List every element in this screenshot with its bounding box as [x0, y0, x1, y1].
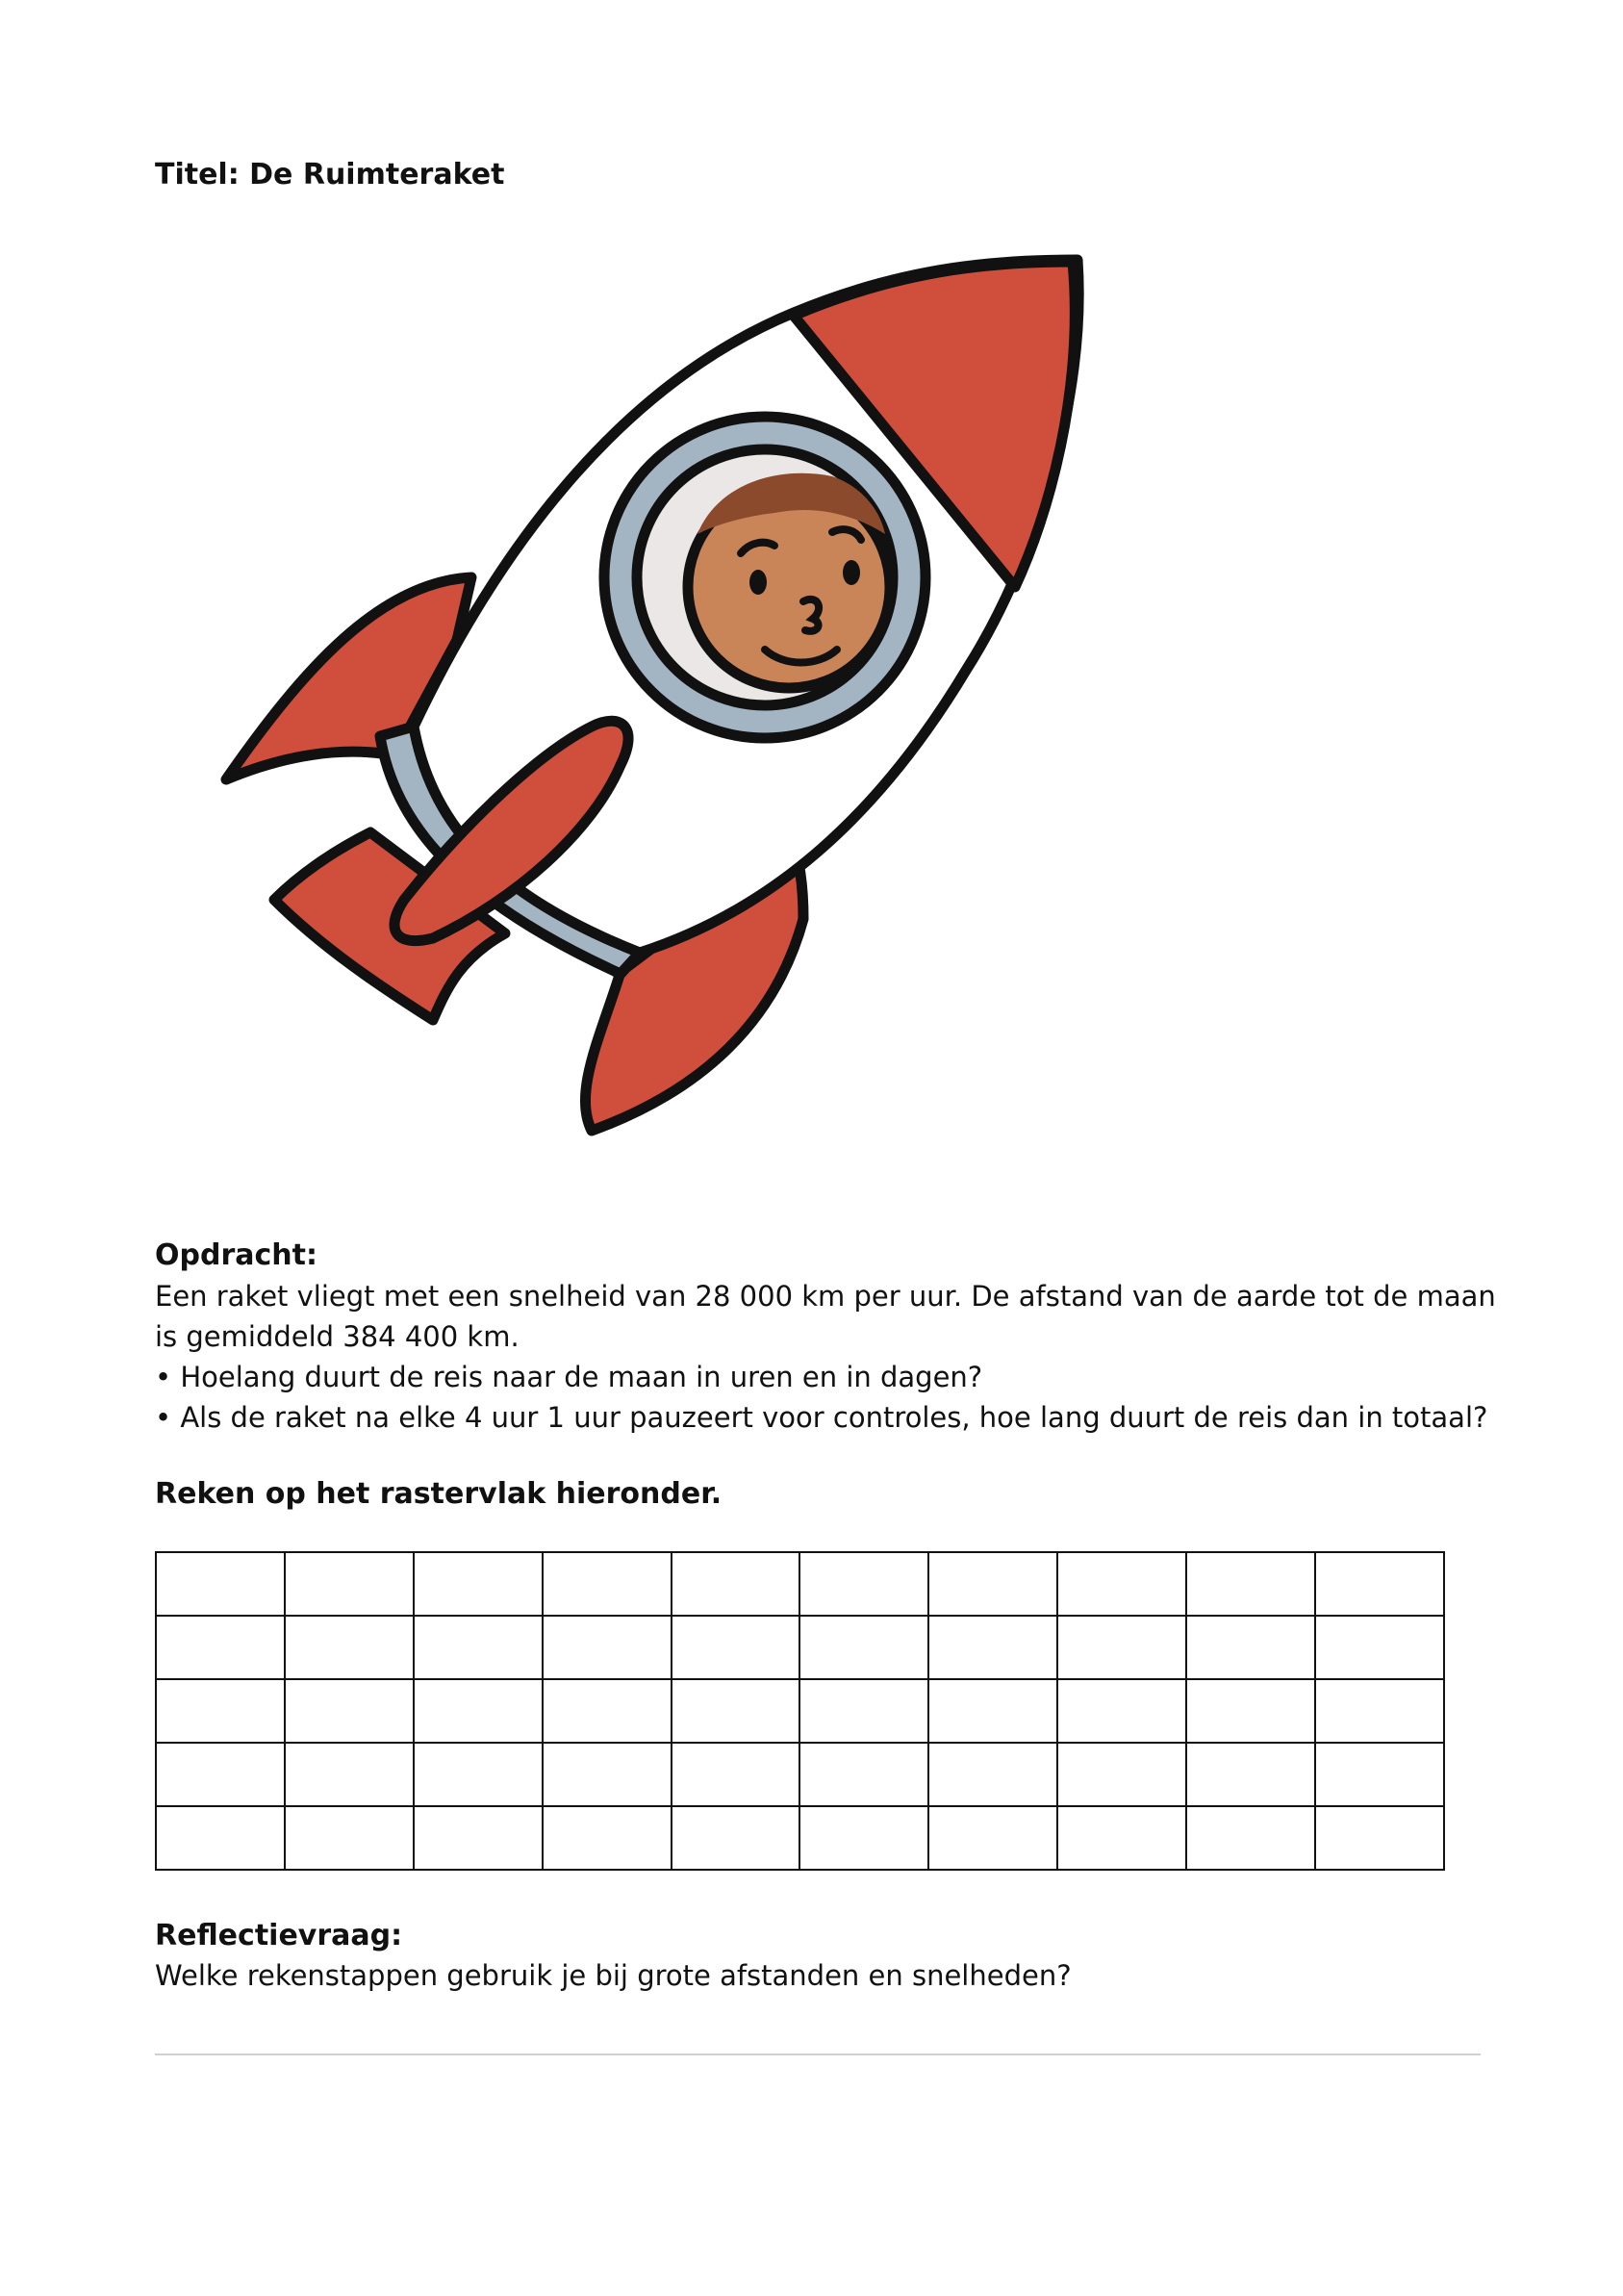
right-eye — [843, 560, 860, 585]
grid-cell[interactable] — [156, 1743, 285, 1806]
reflection-heading: Reflectievraag: — [155, 1919, 403, 1952]
grid-cell[interactable] — [799, 1743, 928, 1806]
grid-cell[interactable] — [928, 1806, 1057, 1870]
grid-instruction: Reken op het rastervlak hieronder. — [155, 1477, 723, 1511]
grid-row — [156, 1616, 1444, 1679]
grid-cell[interactable] — [928, 1552, 1057, 1616]
calculation-grid[interactable] — [155, 1551, 1445, 1871]
assignment-line: is gemiddeld 384 400 km. — [155, 1320, 520, 1353]
grid-cell[interactable] — [285, 1806, 414, 1870]
grid-cell[interactable] — [414, 1743, 543, 1806]
assignment-question-2: • Als de raket na elke 4 uur 1 uur pauzeert voor controles, hoe lang duurt de reis dan in totaal? — [155, 1401, 1488, 1434]
grid-cell[interactable] — [928, 1743, 1057, 1806]
grid-cell[interactable] — [543, 1806, 672, 1870]
grid-cell[interactable] — [414, 1616, 543, 1679]
grid-cell[interactable] — [414, 1552, 543, 1616]
grid-cell[interactable] — [1315, 1552, 1444, 1616]
assignment-question-1: • Hoelang duurt de reis naar de maan in uren en in dagen? — [155, 1361, 983, 1393]
grid-cell[interactable] — [1057, 1679, 1186, 1743]
assignment-line: Een raket vliegt met een snelheid van 28 000 km per uur. De afstand van de aarde tot de maan — [155, 1280, 1496, 1313]
reflection-question: Welke rekenstappen gebruik je bij grote afstanden en snelheden? — [155, 1959, 1072, 1992]
grid-cell[interactable] — [414, 1806, 543, 1870]
grid-row — [156, 1679, 1444, 1743]
grid-cell[interactable] — [543, 1679, 672, 1743]
grid-cell[interactable] — [543, 1616, 672, 1679]
rocket-graphic — [226, 260, 1078, 1131]
grid-cell[interactable] — [1186, 1616, 1315, 1679]
grid-cell[interactable] — [799, 1806, 928, 1870]
grid-cell[interactable] — [672, 1552, 800, 1616]
grid-cell[interactable] — [799, 1552, 928, 1616]
grid-cell[interactable] — [672, 1616, 800, 1679]
grid-row — [156, 1552, 1444, 1616]
grid-cell[interactable] — [285, 1743, 414, 1806]
grid-cell[interactable] — [1057, 1552, 1186, 1616]
grid-cell[interactable] — [672, 1679, 800, 1743]
grid-cell[interactable] — [1057, 1743, 1186, 1806]
grid-cell[interactable] — [543, 1552, 672, 1616]
grid-cell[interactable] — [1315, 1806, 1444, 1870]
grid-cell[interactable] — [156, 1806, 285, 1870]
grid-cell[interactable] — [928, 1616, 1057, 1679]
grid-cell[interactable] — [1186, 1679, 1315, 1743]
grid-cell[interactable] — [672, 1806, 800, 1870]
grid-cell[interactable] — [285, 1552, 414, 1616]
grid-row — [156, 1743, 1444, 1806]
grid-cell[interactable] — [1186, 1552, 1315, 1616]
grid-cell[interactable] — [285, 1679, 414, 1743]
rocket-with-astronaut-icon — [216, 245, 1111, 1160]
grid-cell[interactable] — [928, 1679, 1057, 1743]
page-title: Titel: De Ruimteraket — [155, 158, 505, 191]
grid-cell[interactable] — [1315, 1616, 1444, 1679]
grid-cell[interactable] — [156, 1552, 285, 1616]
grid-cell[interactable] — [543, 1743, 672, 1806]
grid-row — [156, 1806, 1444, 1870]
grid-cell[interactable] — [156, 1679, 285, 1743]
grid-cell[interactable] — [672, 1743, 800, 1806]
assignment-heading: Opdracht: — [155, 1238, 317, 1272]
left-eye — [749, 570, 767, 595]
grid-cell[interactable] — [1186, 1743, 1315, 1806]
rocket-illustration — [216, 245, 1111, 1160]
grid-cell[interactable] — [1315, 1679, 1444, 1743]
grid-cell[interactable] — [156, 1616, 285, 1679]
grid-cell[interactable] — [1057, 1616, 1186, 1679]
grid-cell[interactable] — [414, 1679, 543, 1743]
grid-cell[interactable] — [799, 1616, 928, 1679]
page-divider — [155, 2054, 1481, 2055]
grid-cell[interactable] — [1186, 1806, 1315, 1870]
grid-cell[interactable] — [285, 1616, 414, 1679]
grid-cell[interactable] — [1057, 1806, 1186, 1870]
grid-cell[interactable] — [799, 1679, 928, 1743]
grid-cell[interactable] — [1315, 1743, 1444, 1806]
